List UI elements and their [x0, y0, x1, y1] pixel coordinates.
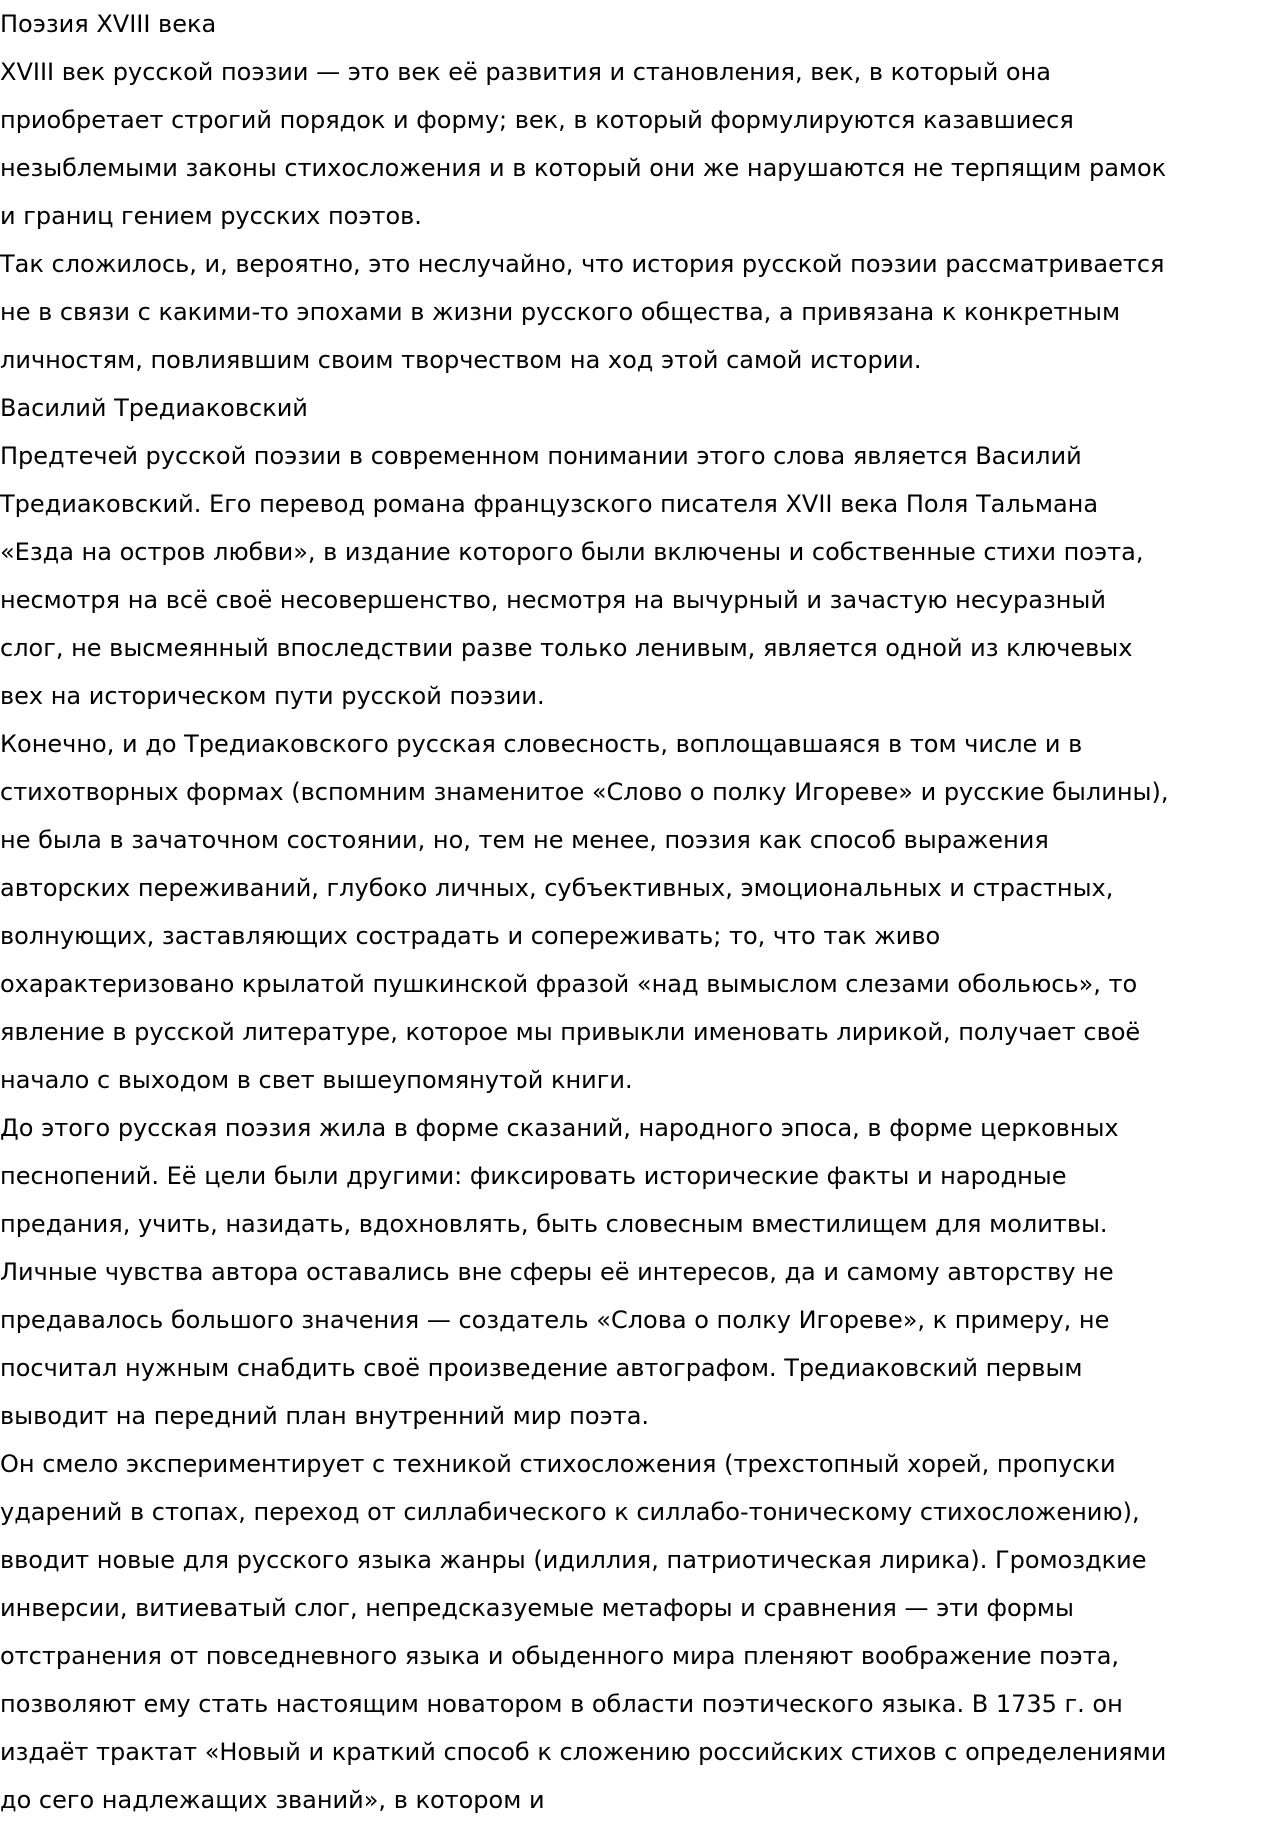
text-line: несмотря на всё своё несовершенство, несмотря на вычурный и зачастую несуразный [0, 586, 1106, 614]
text-line: выводит на передний план внутренний мир поэта. [0, 1402, 650, 1430]
text-line: До этого русская поэзия жила в форме сказаний, народного эпоса, в форме церковных [0, 1114, 1119, 1142]
paragraph-section-1 [0, 432, 1270, 720]
paragraph-intro-2 [0, 240, 1270, 384]
text-line: отстранения от повседневного языка и обыденного мира пленяют воображение поэта, [0, 1642, 1120, 1670]
text-line: слог, не высмеянный впоследствии разве только ленивым, является одной из ключевых [0, 634, 1133, 662]
text-line: приобретает строгий порядок и форму; век, в который формулируются казавшиеся [0, 106, 1074, 134]
text-line: инверсии, витиеватый слог, непредсказуемые метафоры и сравнения — эти формы [0, 1594, 1074, 1622]
paragraph-section-3 [0, 1104, 1270, 1440]
text-line: XVIII век русской поэзии — это век её развития и становления, век, в который она [0, 58, 1051, 86]
text-line: позволяют ему стать настоящим новатором в области поэтического языка. В 1735 г. он [0, 1690, 1123, 1718]
text-line: не была в зачаточном состоянии, но, тем не менее, поэзия как способ выражения [0, 826, 1049, 854]
text-line: не в связи с какими-то эпохами в жизни русского общества, а привязана к конкретным [0, 298, 1121, 326]
text-line: личностям, повлиявшим своим творчеством на ход этой самой истории. [0, 346, 922, 374]
text-line: издаёт трактат «Новый и краткий способ к сложению российских стихов с определениями [0, 1738, 1167, 1766]
text-line: песнопений. Её цели были другими: фиксировать исторические факты и народные [0, 1162, 1067, 1190]
text-line: и границ гением русских поэтов. [0, 202, 422, 230]
text-line: Предтечей русской поэзии в современном понимании этого слова является Василий [0, 442, 1082, 470]
text-line: Он смело экспериментирует с техникой стихосложения (трехстопный хорей, пропуски [0, 1450, 1116, 1478]
text-line: начало с выходом в свет вышеупомянутой книги. [0, 1066, 633, 1094]
text-line: явление в русской литературе, которое мы привыкли именовать лирикой, получает своё [0, 1018, 1141, 1046]
text-line: предания, учить, назидать, вдохновлять, быть словесным вместилищем для молитвы. [0, 1210, 1108, 1238]
text-line: авторских переживаний, глубоко личных, субъективных, эмоциональных и страстных, [0, 874, 1114, 902]
text-line: Тредиаковский. Его перевод романа французского писателя XVII века Поля Тальмана [0, 490, 1099, 518]
text-line: посчитал нужным снабдить своё произведение автографом. Тредиаковский первым [0, 1354, 1083, 1382]
text-line: Конечно, и до Тредиаковского русская словесность, воплощавшаяся в том числе и в [0, 730, 1083, 758]
text-line: охарактеризовано крылатой пушкинской фразой «над вымыслом слезами обольюсь», то [0, 970, 1138, 998]
paragraph-section-4 [0, 1440, 1270, 1824]
section-heading: Василий Тредиаковский [0, 394, 308, 422]
paragraph-section-2 [0, 720, 1270, 1104]
text-line: Так сложилось, и, вероятно, это неслучайно, что история русской поэзии рассматривается [0, 250, 1165, 278]
text-line: вех на историческом пути русской поэзии. [0, 682, 545, 710]
text-line: волнующих, заставляющих сострадать и сопереживать; то, что так живо [0, 922, 941, 950]
text-line: незыблемыми законы стихосложения и в который они же нарушаются не терпящим рамок [0, 154, 1167, 182]
text-line: ударений в стопах, переход от силлабического к силлабо-тоническому стихосложению), [0, 1498, 1140, 1526]
text-line: предавалось большого значения — создатель «Слова о полку Игореве», к примеру, не [0, 1306, 1110, 1334]
text-line: стихотворных формах (вспомним знаменитое «Слово о полку Игореве» и русские былины), [0, 778, 1169, 806]
paragraph-intro-1 [0, 48, 1270, 240]
text-line: Личные чувства автора оставались вне сферы её интересов, да и самому авторству не [0, 1258, 1114, 1286]
text-line: «Езда на остров любви», в издание которого были включены и собственные стихи поэта, [0, 538, 1144, 566]
text-line: вводит новые для русского языка жанры (идиллия, патриотическая лирика). Громоздкие [0, 1546, 1147, 1574]
page-title: Поэзия XVIII века [0, 10, 217, 38]
text-line: до сего надлежащих званий», в котором и [0, 1786, 545, 1814]
